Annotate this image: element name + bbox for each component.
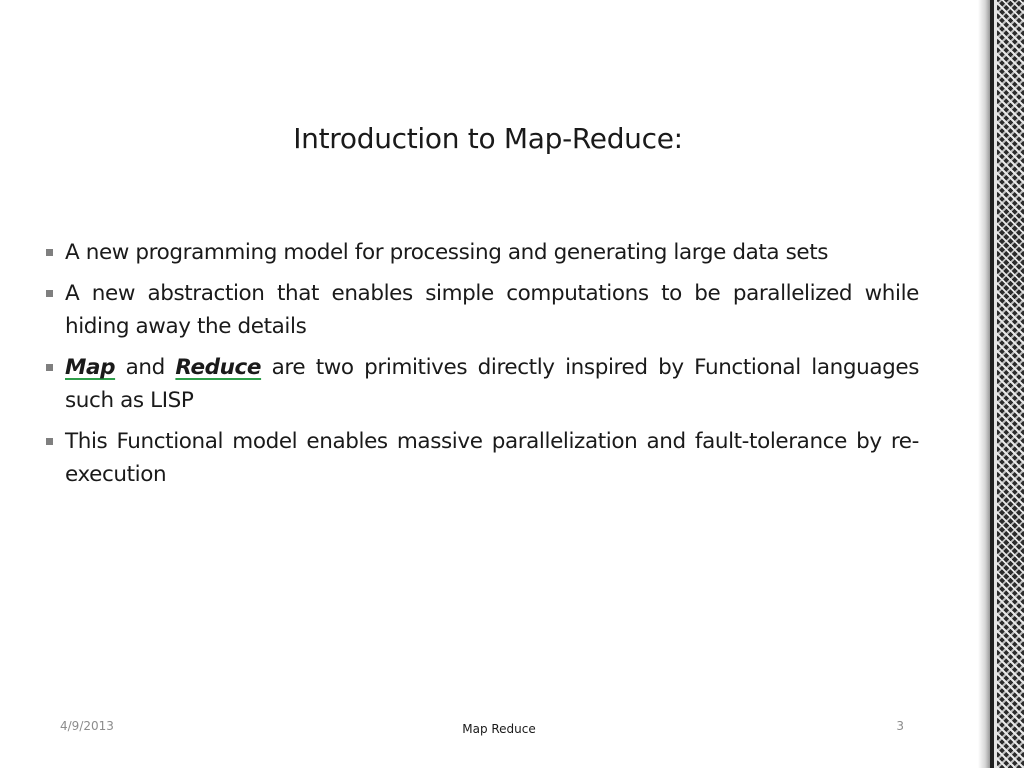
bullet-text: This Functional model enables massive parallelization and fault-tolerance by re-execution (65, 429, 919, 487)
bullet-text: A new programming model for processing and generating large data sets (65, 240, 829, 265)
term-map: Map (65, 355, 116, 380)
footer-date: 4/9/2013 (60, 719, 114, 733)
term-reduce: Reduce (175, 355, 262, 380)
bullet-item (42, 425, 919, 491)
decorative-border (978, 0, 1024, 768)
bullet-text: are two primitives directly inspired by Functional languages such as LISP (65, 355, 919, 413)
bullet-item (42, 277, 919, 343)
slide-title: Introduction to Map-Reduce: (293, 122, 683, 155)
border-shade (978, 0, 990, 768)
bullet-list (42, 236, 919, 499)
bullet-item (42, 351, 919, 417)
border-pattern (997, 0, 1024, 768)
bullet-connector: and (115, 355, 176, 380)
footer-page-number: 3 (896, 719, 904, 733)
square-bullet-icon (46, 438, 53, 445)
bullet-text: A new abstraction that enables simple computations to be parallelized while hiding away the details (65, 281, 919, 339)
square-bullet-icon (46, 249, 53, 256)
square-bullet-icon (46, 290, 53, 297)
footer-title: Map Reduce (462, 722, 536, 736)
bullet-item (42, 236, 919, 269)
square-bullet-icon (46, 364, 53, 371)
